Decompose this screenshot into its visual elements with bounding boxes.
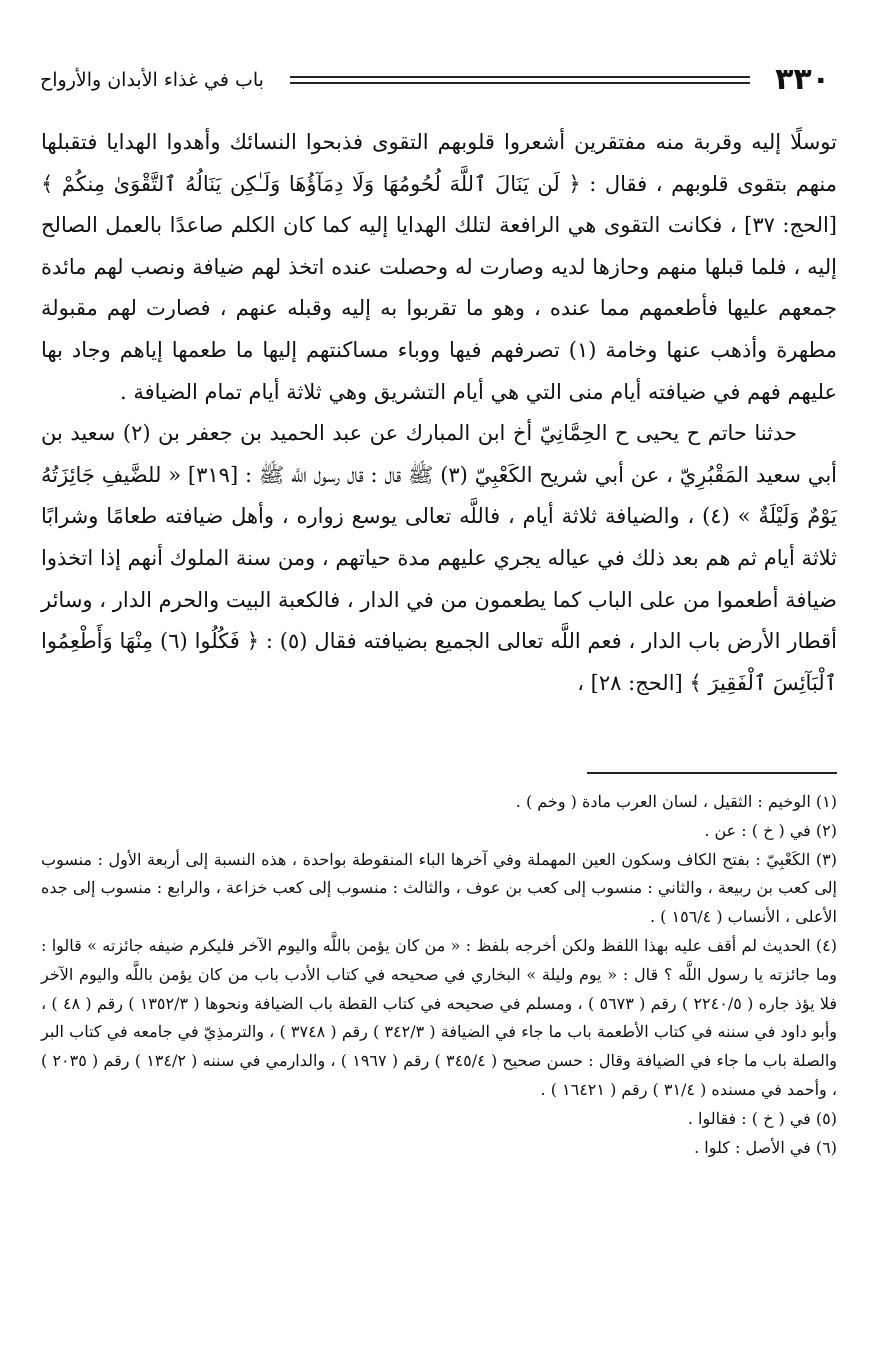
footnote-2: (٢) في ( خ ) : عن .	[704, 820, 837, 840]
footnote-3: (٣) الكَعْبِيّ : بفتح الكاف وسكون العين المهملة وفي آخرها الباء المنقوطة بواحدة ، هذه النسبة إلى أربعة الأول : منسوب إلى كعب بن ربيعة ، والثاني : منسوب إلى كعب بن عوف ، والثالث : منسوب إلى كعب خزاعة ، والرابع : منسوب إلى جده الأعلى ، الأنساب ( ١٥٦/٤ ) .	[41, 849, 837, 927]
footnote-5: (٥) في ( خ ) : فقالوا .	[687, 1108, 837, 1128]
main-text	[41, 122, 837, 704]
footnotes	[41, 788, 837, 1162]
footnote-separator	[587, 772, 837, 774]
header-double-rule	[290, 76, 750, 84]
running-title: باب في غذاء الأبدان والأرواح	[40, 69, 264, 91]
paragraph-1: توسلًا إليه وقربة منه مفتقرين أشعروا قلوبهم التقوى فذبحوا النسائك وأهدوا الهدايا فتقبلها منهم بتقوى قلوبهم ، فقال : ﴿ لَن يَنَالَ ٱللَّهَ لُحُومُهَا وَلَا دِمَآؤُهَا وَلَـٰكِن يَنَالُهُ ٱلتَّقْوَىٰ مِنكُمْ ﴾ [الحج: ٣٧] ، فكانت التقوى هي الرافعة لتلك الهدايا إليه كما كان الكلم صاعدًا بالعمل الصالح إليه ، فلما قبلها منهم وحازها لديه وصارت له وحصلت عنده اتخذ لهم ضيافة ونصب لهم مائدة جمعهم عليها فأطعمهم مما عنده ، وهو ما تقربوا به إليه وقبله عنهم ، فصارت لهم مقبولة مطهرة وأذهب عنها وخامة (١) تصرفهم فيها ووباء مساكنتهم إليها ما طعمها إياهم وجاد بها عليهم فهم في ضيافته أيام منى التي هي أيام التشريق وهي ثلاثة أيام تمام الضيافة .	[41, 130, 837, 404]
page-header	[40, 62, 830, 102]
page-number: ٣٣٠	[775, 62, 830, 97]
footnote-4: (٤) الحديث لم أقف عليه بهذا اللفظ ولكن أخرجه بلفظ : « من كان يؤمن باللَّه واليوم الآخر فليكرم ضيفه جائزته » قالوا : وما جائزته يا رسول اللَّه ؟ قال : « يوم وليلة » البخاري في صحيحه في كتاب الأدب باب من كان يؤمن باللَّه واليوم الآخر فلا يؤذ جاره ( ٢٢٤٠/٥ ) رقم ( ٥٦٧٣ ) ، ومسلم في صحيحه في كتاب القطة باب الضيافة ونحوها ( ١٣٥٢/٣ ) رقم ( ٤٨ ) ، وأبو داود في سننه في كتاب الأطعمة باب ما جاء في الضيافة ( ٣٤٢/٣ ) رقم ( ٣٧٤٨ ) ، والترمذِيّ في جامعه في كتاب البر والصلة باب ما جاء في الضيافة وقال : حسن صحيح ( ٣٤٥/٤ ) رقم ( ١٩٦٧ ) ، والدارمي في سننه ( ١٣٤/٢ ) رقم ( ٢٠٣٥ ) ، وأحمد في مسنده ( ٣١/٤ ) رقم ( ١٦٤٢١ ) .	[41, 935, 838, 1099]
footnote-1: (١) الوخيم : الثقيل ، لسان العرب مادة ( وخم ) .	[515, 792, 837, 811]
footnote-6: (٦) في الأصل : كلوا .	[694, 1137, 837, 1157]
paragraph-2: حدثنا حاتم ح يحيى ح الحِمَّانِيّ أخ ابن المبارك عن عبد الحميد بن جعفر بن (٢) سعيد بن أبي سعيد المَقْبُرِيّ ، عن أبي شريح الكَعْبِيّ (٣) ﷺ قال : قال رسول اللَّه ﷺ : [٣١٩] « للضَّيفِ جَائِزَتُهُ يَوْمٌ وَلَيْلَةٌ » (٤) ، والضيافة ثلاثة أيام ، فاللَّه تعالى يوسع زواره ، وأهل ضيافته طعامًا وشرابًا ثلاثة أيام ثم هم بعد ذلك في عياله يجري عليهم مدة حياتهم ، ومن سنة الملوك أنهم إذا اتخذوا ضيافة أطعموا من على الباب كما يطعمون من في الدار ، فالكعبة البيت والحرم الدار ، وسائر أقطار الأرض باب الدار ، فعم اللَّه تعالى الجميع بضيافته فقال (٥) : ﴿ فَكُلُوا (٦) مِنْهَا وَأَطْعِمُوا ٱلْبَآئِسَ ٱلْفَقِيرَ ﴾ [الحج: ٢٨] ،	[41, 421, 837, 695]
